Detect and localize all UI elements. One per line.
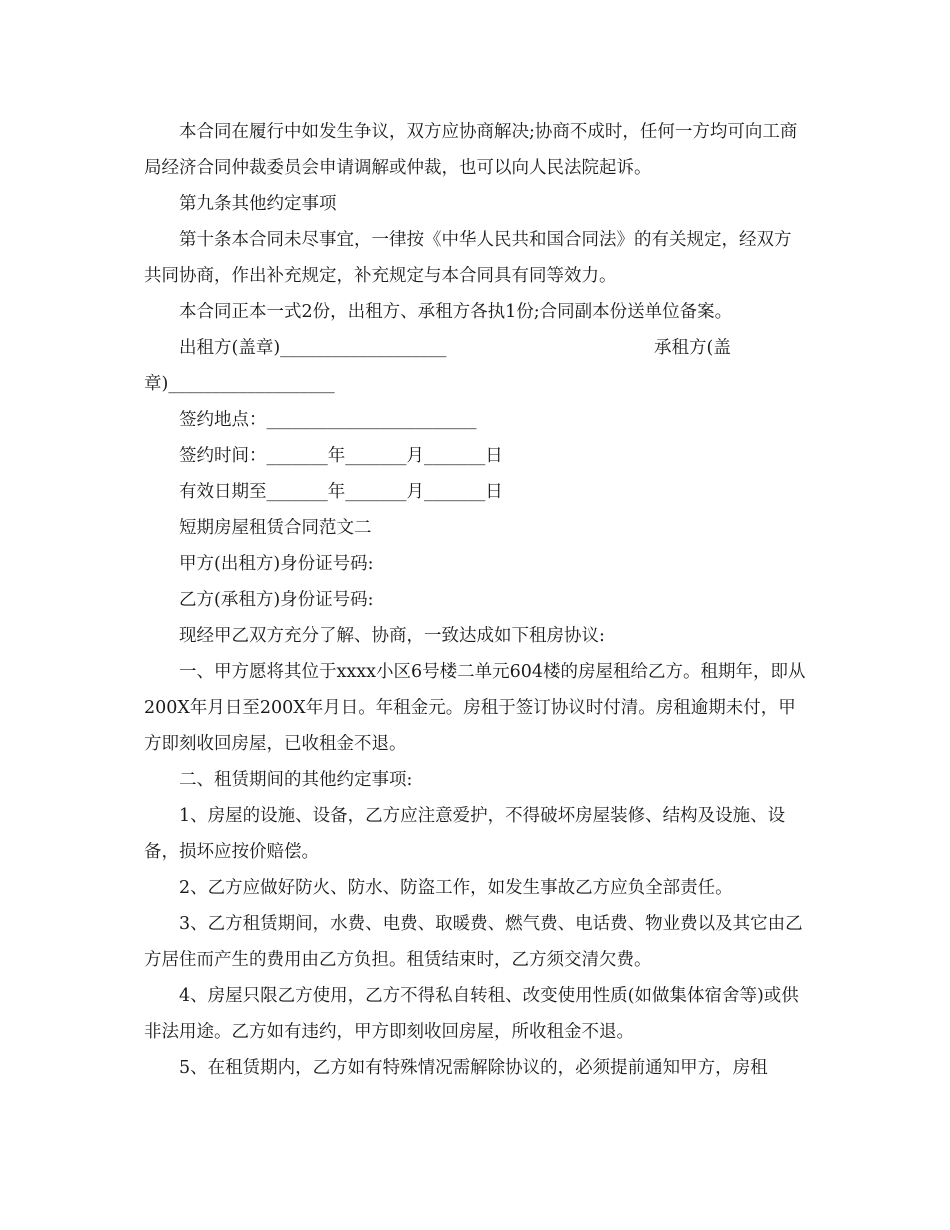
lessee-seal-label: 承租方(盖 [654,338,731,358]
section-two-title: 短期房屋租赁合同范文二 [179,518,372,538]
clause-item-4: 4、房屋只限乙方使用，乙方不得私自转租、改变使用性质(如做集体宿舍等)或供非法用途。乙方如有违约，甲方即刻收回房屋，所收租金不退。 [144,986,799,1042]
paragraph-copies: 本合同正本一式2份，出租方、承租方各执1份;合同副本份送单位备案。 [179,302,733,322]
signing-time: 签约时间：_______年_______月_______日 [179,446,503,466]
clause-item-2: 2、乙方应做好防火、防水、防盗工作，如发生事故乙方应负全部责任。 [179,878,733,898]
lessee-seal-line: 章)___________________ [144,374,335,394]
lessor-seal-line: 出租方(盖章)___________________ [179,338,447,358]
signature-row [144,330,808,366]
clause-item-5: 5、在租赁期内，乙方如有特殊情况需解除协议的，必须提前通知甲方，房租 [179,1058,768,1078]
clause-item-3: 3、乙方租赁期间，水费、电费、取暖费、燃气费、电话费、物业费以及其它由乙方居住而产生的费用由乙方负担。租赁结束时，乙方须交清欠费。 [144,914,803,970]
paragraph-dispute: 本合同在履行中如发生争议，双方应协商解决;协商不成时，任何一方均可向工商局经济合同仲裁委员会申请调解或仲裁，也可以向人民法院起诉。 [144,122,798,178]
document-body [144,114,808,1086]
clause-one: 一、甲方愿将其位于xxxx小区6号楼二单元604楼的房屋租给乙方。租期年，即从200X年月日至200X年月日。年租金元。房租于签订协议时付清。房租逾期未付，甲方即刻收回房屋，已收租金不退。 [144,662,806,754]
agreement-intro: 现经甲乙双方充分了解、协商，一致达成如下租房协议: [179,626,605,646]
party-b-id: 乙方(承租方)身份证号码: [179,590,374,610]
article-9-heading: 第九条其他约定事项 [179,194,337,214]
clause-item-1: 1、房屋的设施、设备，乙方应注意爱护，不得破坏房屋装修、结构及设施、设备，损坏应按价赔偿。 [144,806,786,862]
clause-two-heading: 二、租赁期间的其他约定事项: [179,770,413,790]
party-a-id: 甲方(出租方)身份证号码: [179,554,374,574]
validity-date: 有效日期至_______年_______月_______日 [179,482,503,502]
paragraph-article-10: 第十条本合同未尽事宜，一律按《中华人民共和国合同法》的有关规定，经双方共同协商，作出补充规定，补充规定与本合同具有同等效力。 [144,230,792,286]
signing-place: 签约地点：________________________ [179,410,477,430]
